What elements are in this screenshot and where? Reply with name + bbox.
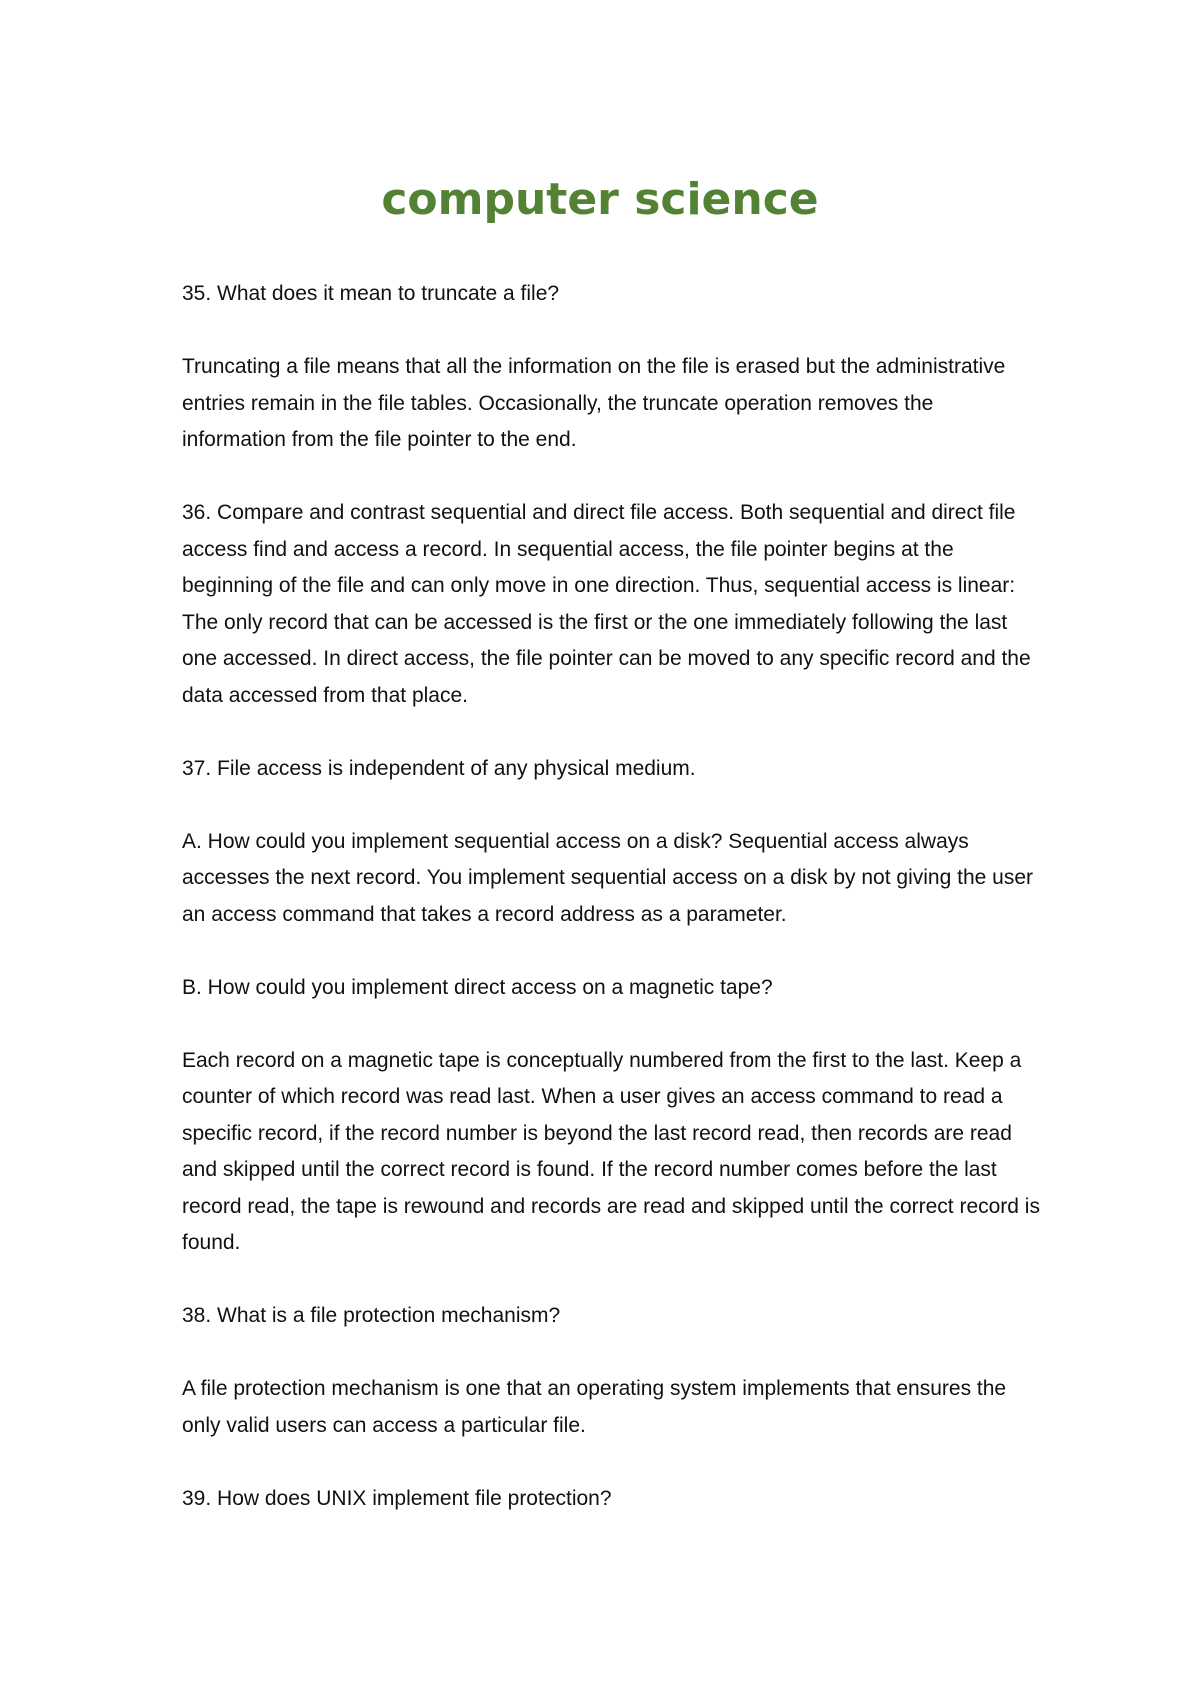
question-answer-36: 36. Compare and contrast sequential and direct file access. Both sequential and direct file access find and access a record. In sequential access, the file pointer begins at the beginning of the file and can only move in one direction. Thus, sequential access is linear: The only record that can be accessed is the first or the one immediately following the last one accessed. In direct access, the file pointer can be moved to any specific record and the data accessed from that place. <box>182 501 1031 707</box>
answer-37b: Each record on a magnetic tape is conceptually numbered from the first to the last. Keep a counter of which record was read last. When a user gives an access command to read a specific record, if the record number is beyond the last record read, then records are read and skipped until the correct record is found. If the record number comes before the last record read, the tape is rewound and records are read and skipped until the correct record is found. <box>182 1048 1040 1254</box>
page-title: computer science <box>381 174 819 225</box>
answer-38: A file protection mechanism is one that an operating system implements that ensures the only valid users can access a particular file. <box>182 1377 1007 1437</box>
question-39: 39. How does UNIX implement file protection? <box>182 1486 612 1510</box>
document-body <box>182 276 1042 1554</box>
question-35: 35. What does it mean to truncate a file? <box>182 282 560 305</box>
question-38: 38. What is a file protection mechanism? <box>182 1304 561 1327</box>
question-answer-37a: A. How could you implement sequential access on a disk? Sequential access always accesses the next record. You implement sequential access on a disk by not giving the user an access command that takes a record address as a parameter. <box>182 829 1033 926</box>
answer-35: Truncating a file means that all the information on the file is erased but the administrative entries remain in the file tables. Occasionally, the truncate operation removes the information from the file pointer to the end. <box>182 355 1006 451</box>
question-37: 37. File access is independent of any physical medium. <box>182 756 696 780</box>
question-37b: B. How could you implement direct access on a magnetic tape? <box>182 975 773 999</box>
